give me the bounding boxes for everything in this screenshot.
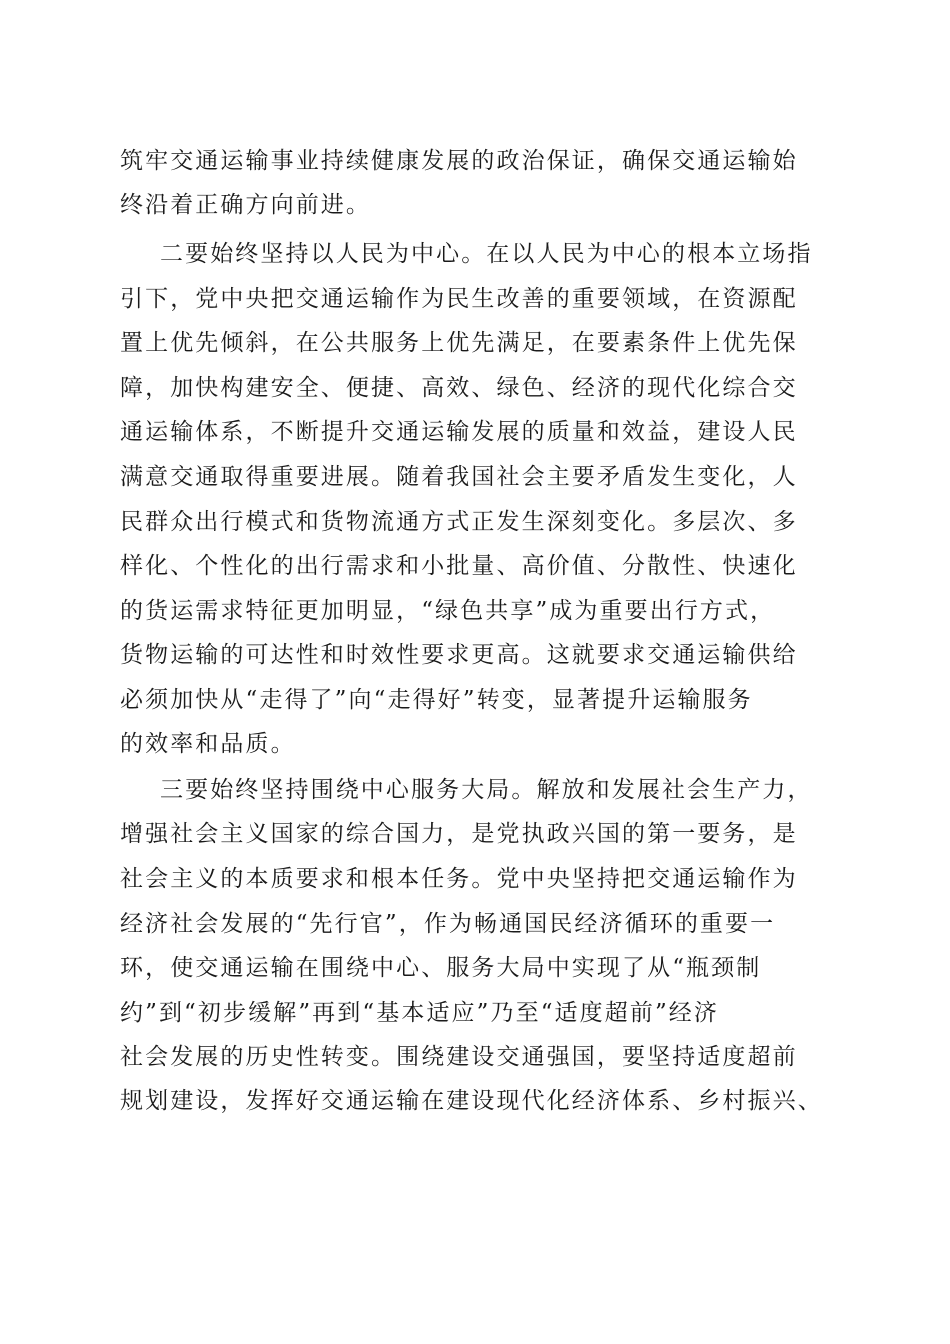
text-line: 引下，党中央把交通运输作为民生改善的重要领域，在资源配	[120, 286, 798, 312]
text-line: 筑牢交通运输事业持续健康发展的政治保证，确保交通运输始	[120, 148, 798, 174]
text-line: 规划建设，发挥好交通运输在建设现代化经济体系、乡村振兴、	[120, 1088, 823, 1114]
text-line: 经济社会发展的“先行官”，作为畅通国民经济循环的重要一	[120, 911, 776, 937]
paragraph-start-line: 二要始终坚持以人民为中心。在以人民为中心的根本立场指	[160, 241, 813, 267]
text-line: 民群众出行模式和货物流通方式正发生深刻变化。多层次、多	[120, 509, 798, 535]
text-line: 障，加快构建安全、便捷、高效、绿色、经济的现代化综合交	[120, 375, 798, 401]
text-line: 必须加快从“走得了”向“走得好”转变，显著提升运输服务	[120, 687, 753, 713]
text-line: 通运输体系，不断提升交通运输发展的质量和效益，建设人民	[120, 419, 798, 445]
text-line: 社会发展的历史性转变。围绕建设交通强国，要坚持适度超前	[120, 1044, 798, 1070]
text-line: 置上优先倾斜，在公共服务上优先满足，在要素条件上优先保	[120, 330, 798, 356]
text-line: 约”到“初步缓解”再到“基本适应”乃至“适度超前”经济	[120, 1000, 720, 1026]
text-line: 增强社会主义国家的综合国力，是党执政兴国的第一要务，是	[120, 821, 798, 847]
text-line: 环，使交通运输在围绕中心、服务大局中实现了从“瓶颈制	[120, 955, 762, 981]
text-line: 货物运输的可达性和时效性要求更高。这就要求交通运输供给	[120, 642, 798, 668]
paragraph-start-line: 三要始终坚持围绕中心服务大局。解放和发展社会生产力，	[160, 777, 813, 803]
text-line: 的效率和品质。	[120, 731, 296, 757]
text-line: 的货运需求特征更加明显，“绿色共享”成为重要出行方式，	[120, 598, 776, 624]
text-line: 终沿着正确方向前进。	[120, 192, 371, 218]
text-line: 满意交通取得重要进展。随着我国社会主要矛盾发生变化，人	[120, 464, 798, 490]
text-line: 社会主义的本质要求和根本任务。党中央坚持把交通运输作为	[120, 866, 798, 892]
text-line: 样化、个性化的出行需求和小批量、高价值、分散性、快速化	[120, 553, 798, 579]
